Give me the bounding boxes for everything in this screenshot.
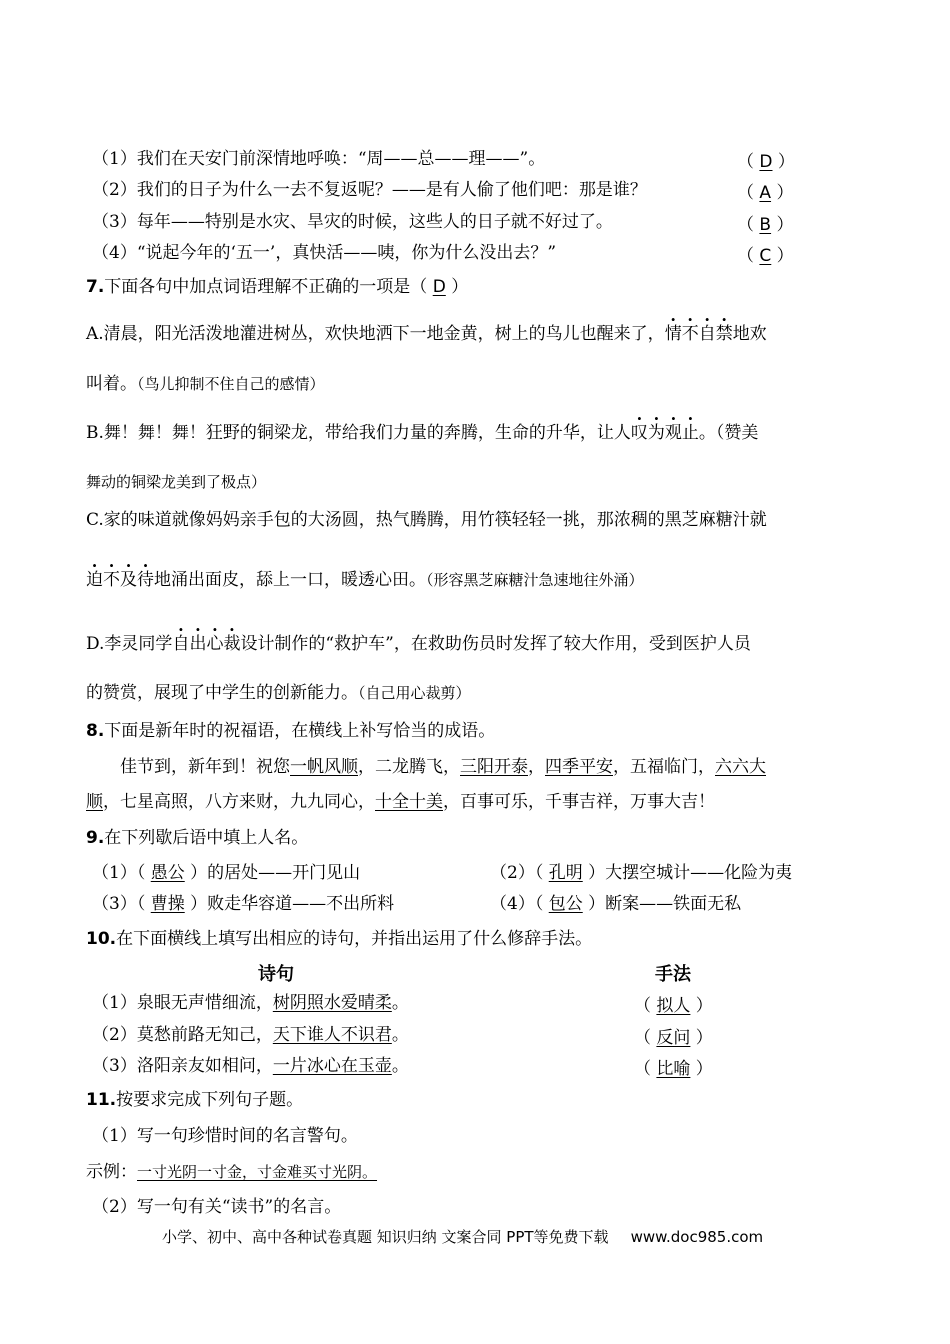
footer-url[interactable]: www.doc985.com [630,1228,764,1246]
q9-item-4-rest: ）断案——铁面无私 [588,894,742,914]
q6-answer-1-value: D [759,152,773,172]
q8-p2: ，二龙腾飞， [358,757,460,777]
q7-b-text: B.舞！舞！舞！狂野的铜梁龙，带给我们力量的奔腾，生命的升华，让人 [86,423,631,443]
q7-answer: D [432,277,446,297]
footer [162,1226,763,1247]
q9-answer-2: 孔明 [548,863,583,883]
q7-d-line2: 的赞赏，展现了中学生的创新能力。 [86,683,358,703]
emphasis-dot-char: 不 [103,570,120,590]
q7-a-line2: 叫着。 [86,374,137,394]
q10-method-1: （ 拟人 ） [634,996,713,1016]
q11-stem-text: 按要求完成下列句子题。 [116,1090,304,1110]
emphasis-dot-char: 自 [698,324,716,344]
emphasis-dot-char: 叹 [630,423,648,443]
q7-b-post: 。（赞美 [698,423,759,443]
q6-answer-2-value: A [759,183,772,203]
emphasis-dot-char: 出 [189,634,207,654]
q10-item-3 [92,1054,409,1078]
q10-number: 10. [86,929,117,949]
q6-answer-4-value: C [759,246,772,266]
q11-number: 11. [86,1090,117,1110]
q10-method-3-value: 比喻 [656,1059,691,1079]
q10-item-1-pre: （1）泉眼无声惜细流， [92,993,273,1013]
q7-b-line2: 舞动的铜梁龙美到了极点） [86,473,267,491]
q9-item-1 [92,861,360,885]
q8-answer-5: 十全十美 [375,792,443,812]
q8-p5: ，七星高照，八方来财，九九同心， [103,792,375,812]
q9-item-3-no: （3）（ [92,894,146,914]
q10-item-1 [92,991,409,1015]
q10-method-3: （ 比喻 ） [634,1059,713,1079]
q6-answer-3: （ B ） [737,215,794,235]
q10-item-2-end: 。 [391,1025,409,1045]
q7-option-c-line2 [86,568,644,592]
q7-number: 7. [86,277,105,297]
q11-sub-1-text: （1）写一句珍惜时间的名言警句。 [92,1126,358,1146]
q8-stem-text: 下面是新年时的祝福语，在横线上补写恰当的成语。 [104,721,496,741]
q6-item-1 [92,147,545,171]
q7-d-text: D.李灵同学 [86,634,173,654]
q8-number: 8. [86,721,105,741]
q10-answer-3: 一片冰心在玉壶 [272,1056,392,1076]
q7-a-post: 地欢 [732,324,767,344]
q6-answer-4: （ C ） [737,246,794,266]
q10-item-1-end: 。 [391,993,409,1013]
q6-item-4 [92,241,556,265]
q7-c-post: 地涌出面皮，舔上一口，暖透心田。 [154,570,426,590]
q6-item-1-text: （1）我们在天安门前深情地呼唤：“周——总——理——”。 [92,149,546,169]
q9-answer-1: 愚公 [150,863,185,883]
q7-a-dotted-word [665,324,733,344]
q11-sub-2-text: （2）写一句有关“读书”的名言。 [92,1197,342,1217]
q7-option-a-line2 [86,372,325,396]
q10-item-2 [92,1023,409,1047]
q7-c-note: （形容黑芝麻糖汁急速地往外涌） [426,571,644,589]
q8-answer-1: 一帆风顺 [290,757,358,777]
q7-stem-text: 下面各句中加点词语理解不正确的一项是（ [104,277,428,297]
q9-item-2 [490,861,792,885]
q7-c-dotted-word [86,570,154,590]
q8-answer-3: 四季平安 [545,757,613,777]
q6-item-4-text: （4）“说起今年的‘五一’，真快活——咦，你为什么没出去？” [92,243,557,263]
q7-stem-close: ） [451,277,469,297]
q10-answer-1: 树阴照水爱晴柔 [272,993,392,1013]
q7-option-c [86,508,767,532]
q11-stem [86,1088,303,1112]
q6-answer-3-value: B [759,215,772,235]
emphasis-dot-char: 禁 [715,324,733,344]
q10-column-poem: 诗句 [258,964,294,985]
emphasis-dot-char: 裁 [223,634,241,654]
emphasis-dot-char: 迫 [86,570,103,590]
q7-d-note: （自己用心裁剪） [358,684,471,702]
q8-answer-4a: 六六大 [715,757,766,777]
q10-method-1-value: 拟人 [656,996,691,1016]
q8-answer-4b: 顺 [86,792,103,812]
q11-sub-2 [92,1195,341,1219]
emphasis-dot-char: 待 [137,570,154,590]
emphasis-dot-char: 为 [647,423,665,443]
q11-example-label: 示例： [86,1162,137,1182]
q8-answer-2: 三阳开泰 [460,757,528,777]
q8-line1 [120,755,766,779]
q10-column-method: 手法 [655,964,691,985]
q7-a-note: （鸟儿抑制不住自己的感情） [137,375,325,393]
emphasis-dot-char: 心 [206,634,224,654]
q11-example-answer: 一寸光阴一寸金，寸金难买寸光阴。 [137,1163,378,1181]
q6-item-3 [92,210,613,234]
emphasis-dot-char: 自 [172,634,190,654]
q7-option-b-line2 [86,470,266,494]
q7-d-post: 设计制作的“救护车”，在救助伤员时发挥了较大作用，受到医护人员 [240,634,751,654]
q6-answer-1: （ D ） [737,152,795,172]
q9-item-4-no: （4）（ [490,894,544,914]
q7-option-d-line2 [86,681,471,705]
q8-stem [86,719,495,743]
q10-stem-text: 在下面横线上填写出相应的诗句，并指出运用了什么修辞手法。 [116,929,593,949]
q6-item-3-text: （3）每年——特别是水灾、旱灾的时候，这些人的日子就不好过了。 [92,212,613,232]
q10-item-2-pre: （2）莫愁前路无知己， [92,1025,273,1045]
q9-stem-text: 在下列歇后语中填上人名。 [104,828,309,848]
q7-b-dotted-word [631,423,699,443]
q7-option-d [86,632,751,656]
emphasis-dot-char: 止 [681,423,699,443]
q10-item-3-end: 。 [391,1056,409,1076]
q10-stem [86,927,592,951]
emphasis-dot-char: 情 [664,324,682,344]
q7-option-b [86,421,758,445]
q9-item-1-rest: ）的居处——开门见山 [190,863,361,883]
q9-stem [86,826,308,850]
q8-p3: ， [528,757,545,777]
q7-c-text: C.家的味道就像妈妈亲手包的大汤圆，热气腾腾，用竹筷轻轻一挑，那浓稠的黑芝麻糖汁就 [86,510,767,530]
q8-line2 [86,790,715,814]
footer-text: 小学、初中、高中各种试卷真题 知识归纳 文案合同 PPT等免费下载 [162,1228,609,1246]
q8-p4: ，五福临门， [613,757,715,777]
emphasis-dot-char: 观 [664,423,682,443]
q11-example [86,1160,377,1184]
q10-answer-2: 天下谁人不识君 [272,1025,392,1045]
q9-item-2-rest: ）大摆空城计——化险为夷 [588,863,793,883]
q7-option-a [86,322,767,346]
q6-answer-2: （ A ） [737,183,794,203]
q8-p1: 佳节到，新年到！祝您 [120,757,290,777]
q11-sub-1 [92,1124,358,1148]
q7-d-dotted-word [172,634,240,654]
q10-method-2: （ 反问 ） [634,1028,713,1048]
q8-p6: ，百事可乐，千事吉祥，万事大吉！ [443,792,715,812]
emphasis-dot-char: 及 [120,570,137,590]
q10-item-3-pre: （3）洛阳亲友如相问， [92,1056,273,1076]
q9-answer-3: 曹操 [150,894,185,914]
q6-item-2-text: （2）我们的日子为什么一去不复返呢？——是有人偷了他们吧：那是谁？ [92,180,647,200]
q6-item-2 [92,178,647,202]
q9-item-3 [92,892,394,916]
q9-item-1-no: （1）（ [92,863,146,883]
q10-method-2-value: 反问 [656,1028,691,1048]
q9-answer-4: 包公 [548,894,583,914]
emphasis-dot-char: 不 [681,324,699,344]
q7-stem [86,275,468,299]
q9-item-4 [490,892,741,916]
q9-number: 9. [86,828,105,848]
q9-item-2-no: （2）（ [490,863,544,883]
q7-a-text: A.清晨，阳光活泼地灌进树丛，欢快地洒下一地金黄，树上的鸟儿也醒来了， [86,324,665,344]
q9-item-3-rest: ）败走华容道——不出所料 [190,894,395,914]
